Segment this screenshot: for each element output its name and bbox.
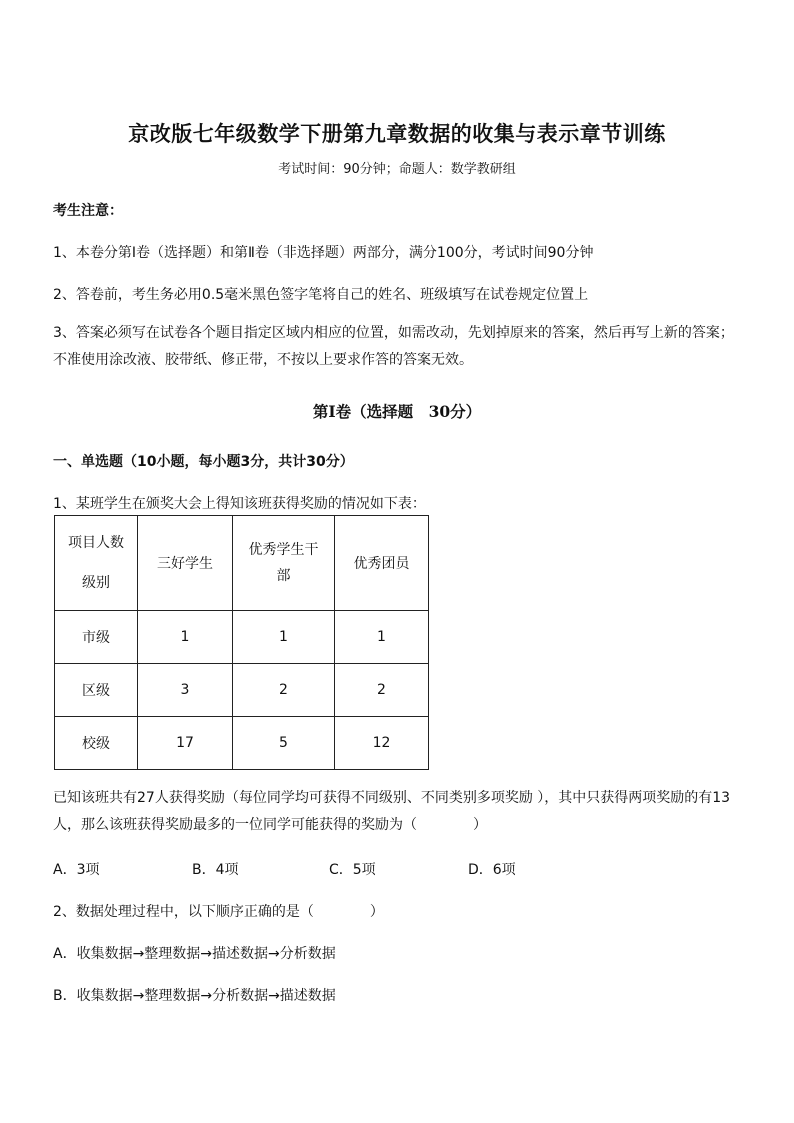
table-header-row <box>55 516 429 611</box>
table-cell: 17 <box>138 717 233 770</box>
notice-item-1: 1、本卷分第Ⅰ卷（选择题）和第Ⅱ卷（非选择题）两部分，满分100分，考试时间90分钟 <box>53 245 594 261</box>
exam-subtitle: 考试时间：90分钟；命题人：数学教研组 <box>278 162 516 177</box>
table-column-header <box>233 516 335 611</box>
option-c[interactable]: C．5项 <box>329 862 376 878</box>
table-column-header: 优秀团员 <box>335 516 429 611</box>
option-a[interactable]: A．3项 <box>53 862 100 878</box>
question-1-body: 已知该班共有27人获得奖励（每位同学均可获得不同级别、不同类别多项奖励 ），其中只获得两项奖励的有13人，那么该班获得奖励最多的一位同学可能获得的奖励为（ ） <box>53 790 731 833</box>
row-label: 区级 <box>55 664 138 717</box>
column-header-label: 优秀学生干部 <box>248 542 319 584</box>
table-corner-cell <box>55 516 138 611</box>
question-1-stem: 1、某班学生在颁奖大会上得知该班获得奖励的情况如下表： <box>53 496 426 512</box>
section-title: 第Ⅰ卷（选择题 30分） <box>312 402 482 421</box>
table-cell: 5 <box>233 717 335 770</box>
part-heading: 一、单选题（10小题，每小题3分，共计30分） <box>53 454 354 470</box>
corner-top-label: 项目人数 <box>68 535 124 551</box>
exam-title: 京改版七年级数学下册第九章数据的收集与表示章节训练 <box>128 121 666 146</box>
option-a[interactable]: A．收集数据→整理数据→描述数据→分析数据 <box>53 946 336 962</box>
notice-item-3: 3、答案必须写在试卷各个题目指定区域内相应的位置，如需改动，先划掉原来的答案，然后再写上新的答案；不准使用涂改液、胶带纸、修正带，不按以上要求作答的答案无效。 <box>53 325 734 368</box>
table-row <box>55 664 429 717</box>
option-d[interactable]: D．6项 <box>468 862 516 878</box>
table-row <box>55 717 429 770</box>
notice-item-2: 2、答卷前，考生务必用0.5毫米黑色签字笔将自己的姓名、班级填写在试卷规定位置上 <box>53 287 589 303</box>
row-label: 市级 <box>55 611 138 664</box>
row-label: 校级 <box>55 717 138 770</box>
notice-heading: 考生注意： <box>53 203 123 219</box>
table-cell: 3 <box>138 664 233 717</box>
table-cell: 12 <box>335 717 429 770</box>
table-cell: 1 <box>233 611 335 664</box>
table-cell: 2 <box>335 664 429 717</box>
corner-bottom-label: 级别 <box>82 575 110 591</box>
table-cell: 2 <box>233 664 335 717</box>
table-row <box>55 611 429 664</box>
option-b[interactable]: B．4项 <box>192 862 239 878</box>
question-1-options <box>53 859 753 879</box>
award-table <box>54 515 429 770</box>
table-cell: 1 <box>335 611 429 664</box>
table-column-header: 三好学生 <box>138 516 233 611</box>
question-2-stem: 2、数据处理过程中，以下顺序正确的是（ ） <box>53 904 384 920</box>
table-cell: 1 <box>138 611 233 664</box>
option-b[interactable]: B．收集数据→整理数据→分析数据→描述数据 <box>53 988 336 1004</box>
